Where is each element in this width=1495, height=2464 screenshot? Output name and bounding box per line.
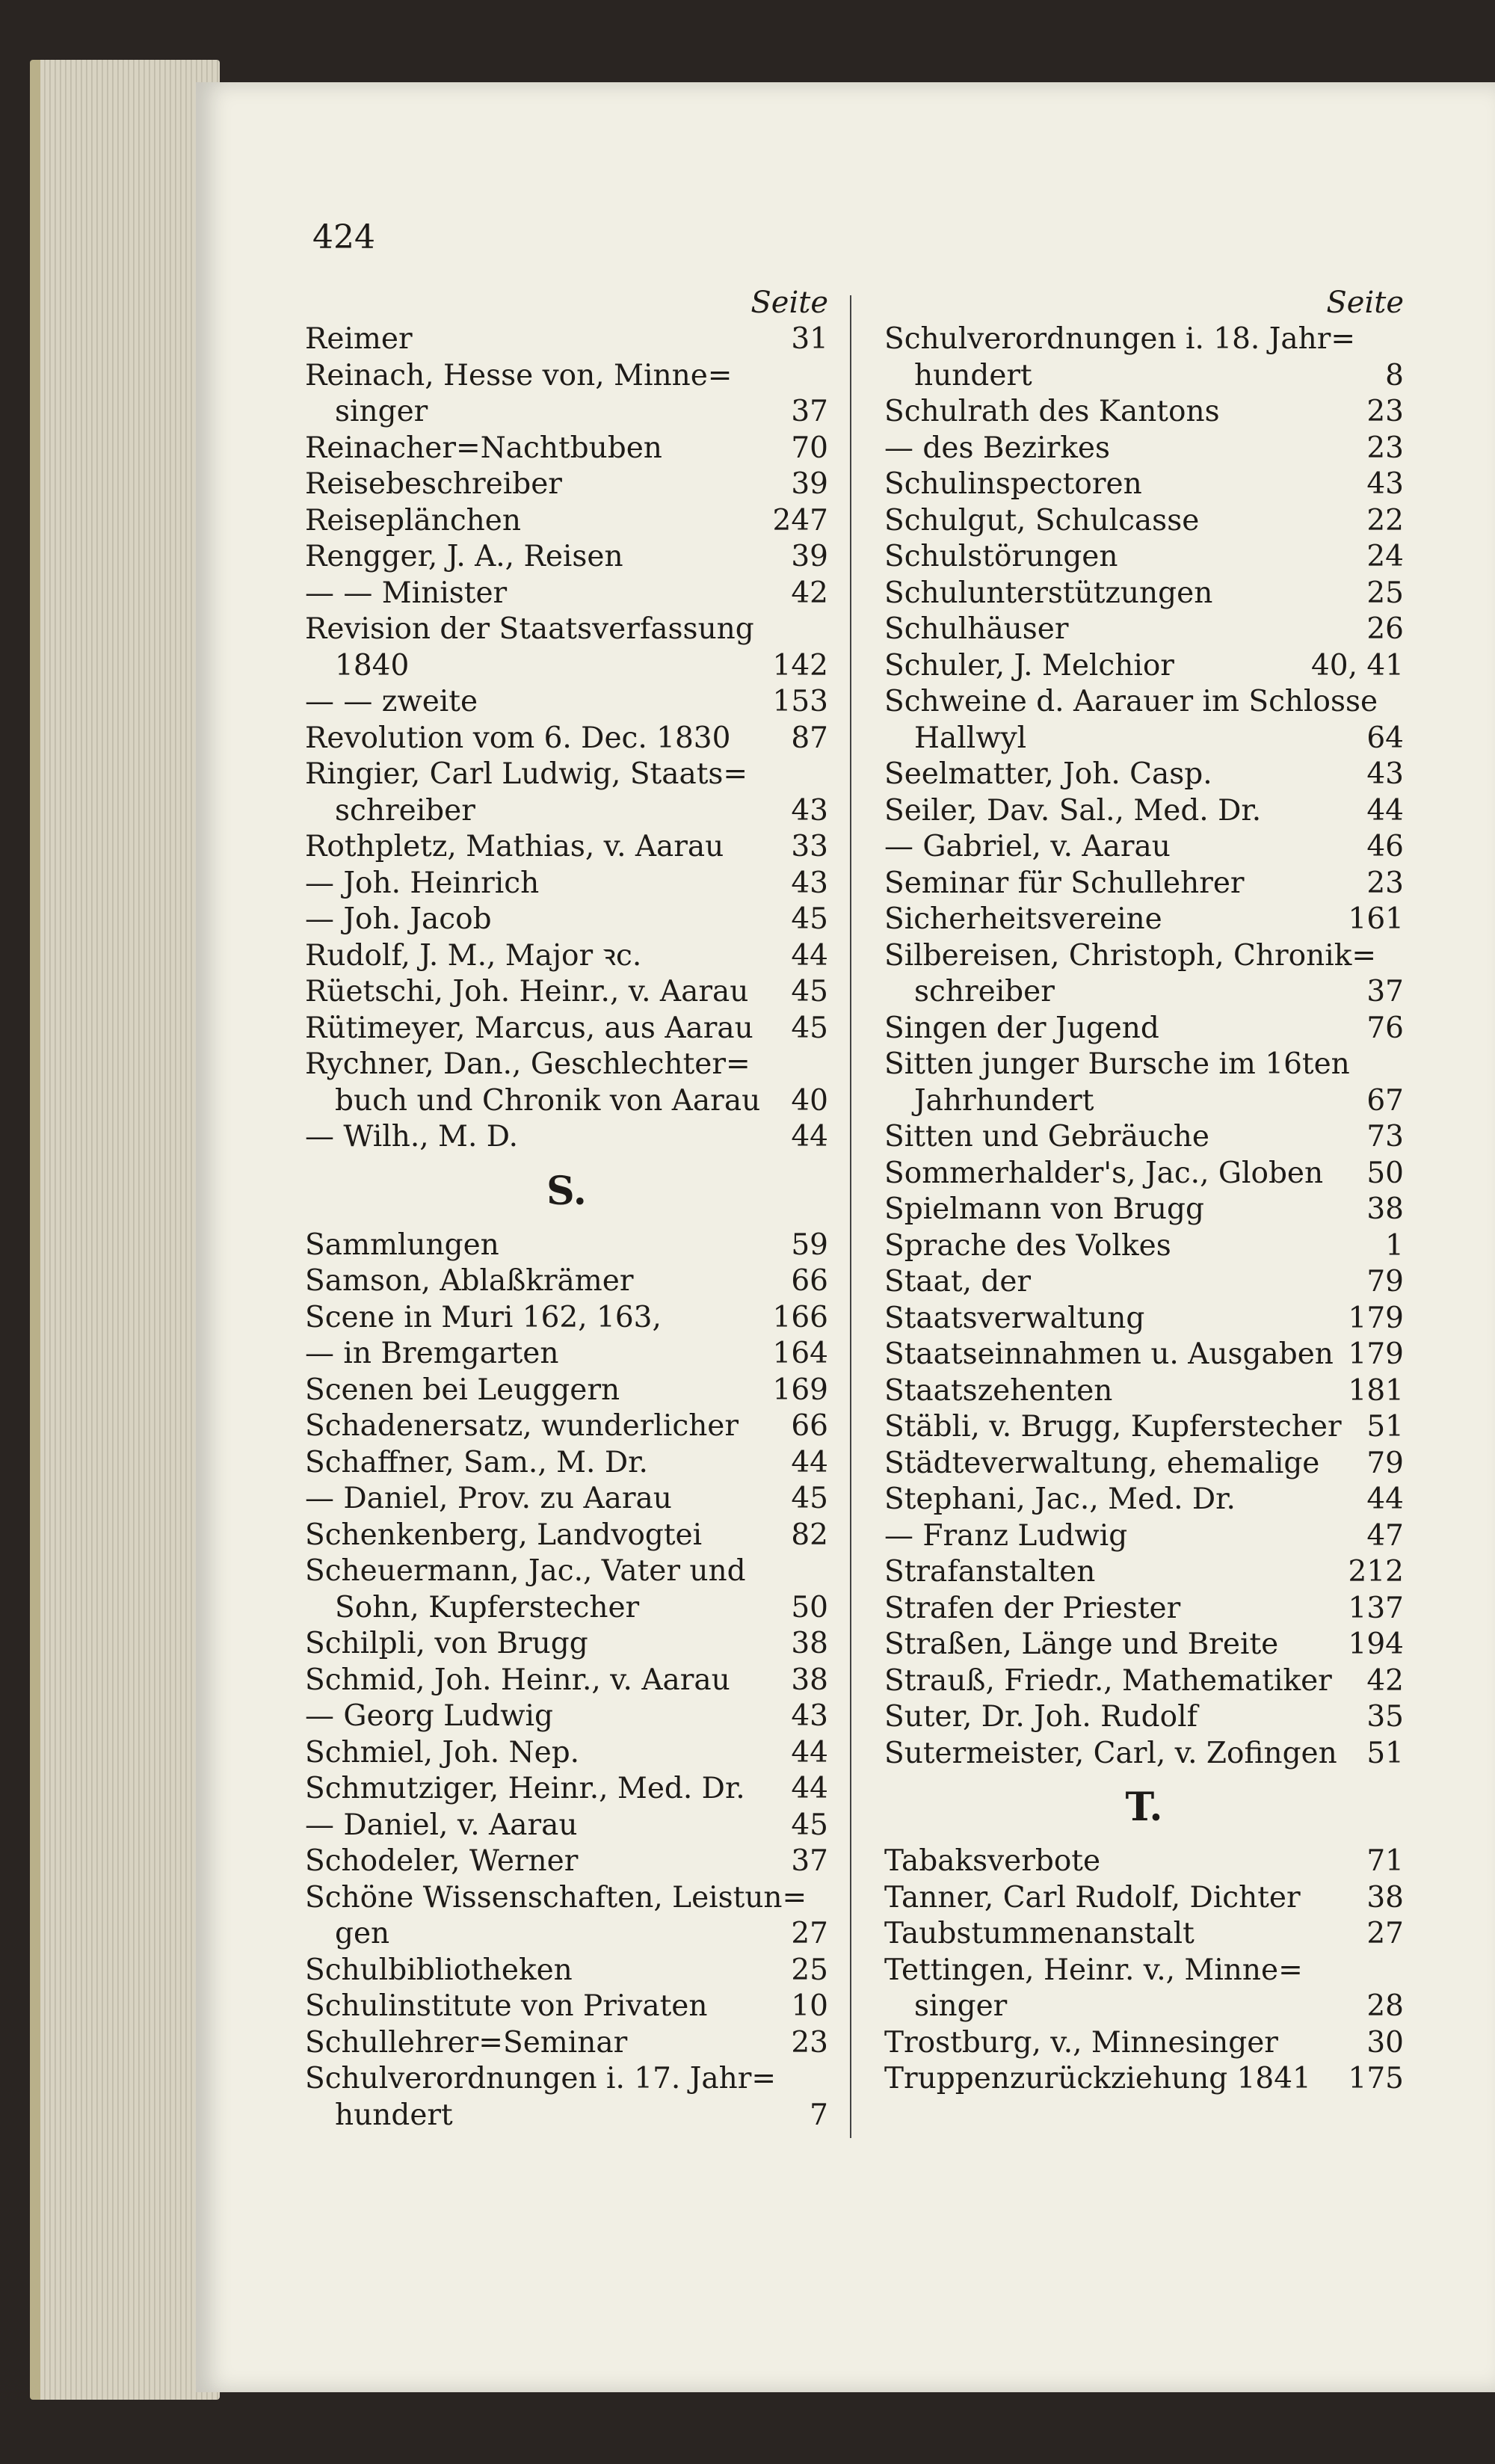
entry-page-ref bbox=[819, 757, 828, 793]
entry-page-ref: 45 bbox=[791, 1808, 828, 1842]
column-header-seite: Seite bbox=[1326, 286, 1404, 320]
entry-page-ref: 43 bbox=[1366, 757, 1404, 791]
index-entry bbox=[305, 1047, 828, 1083]
entry-page-ref: 44 bbox=[791, 1772, 828, 1805]
entry-text: Singen der Jugend bbox=[884, 1011, 1159, 1045]
entry-page-ref: 50 bbox=[1366, 1156, 1404, 1190]
index-entry bbox=[884, 829, 1404, 866]
entry-text: Tettingen, Heinr. v., Minne= bbox=[884, 1953, 1303, 1987]
entry-text: Schulverordnungen i. 17. Jahr= bbox=[305, 2062, 777, 2095]
entry-text: Truppenzurückziehung 1841 bbox=[884, 2062, 1311, 2095]
entry-text: Schulunterstützungen bbox=[884, 576, 1213, 610]
entry-page-ref: 27 bbox=[1366, 1917, 1404, 1950]
index-entry bbox=[884, 1736, 1404, 1772]
entry-text: Schmutziger, Heinr., Med. Dr. bbox=[305, 1772, 745, 1805]
index-entry bbox=[884, 321, 1404, 358]
entry-text: Schodeler, Werner bbox=[305, 1844, 579, 1878]
index-entry bbox=[305, 684, 828, 721]
entry-text: Sicherheitsvereine bbox=[884, 902, 1162, 936]
index-entry bbox=[305, 1953, 828, 1989]
entry-page-ref: 37 bbox=[791, 395, 828, 428]
entry-page-ref: 40, 41 bbox=[1310, 648, 1404, 683]
section-letter-heading: S. bbox=[546, 1168, 587, 1214]
entry-text: Strafen der Priester bbox=[884, 1591, 1181, 1625]
entry-page-ref: 142 bbox=[772, 648, 828, 683]
index-entry bbox=[884, 1119, 1404, 1156]
entry-page-ref: 25 bbox=[791, 1953, 828, 1987]
entry-page-ref: 31 bbox=[791, 322, 828, 356]
entry-page-ref: 247 bbox=[772, 503, 828, 538]
entry-page-ref: 51 bbox=[1366, 1410, 1404, 1444]
index-entry bbox=[305, 829, 828, 866]
entry-page-ref: 71 bbox=[1366, 1844, 1404, 1878]
entry-page-ref: 25 bbox=[1366, 576, 1404, 610]
entry-text: — Wilh., M. D. bbox=[305, 1120, 519, 1154]
entry-text: — in Bremgarten bbox=[305, 1337, 559, 1370]
index-entry bbox=[884, 394, 1404, 431]
entry-text: Strauß, Friedr., Mathematiker bbox=[884, 1663, 1332, 1698]
entry-page-ref: 28 bbox=[1366, 1989, 1404, 2023]
entry-page-ref: 67 bbox=[1366, 1083, 1404, 1118]
entry-text: Scheuermann, Jac., Vater und bbox=[305, 1554, 746, 1588]
index-entry bbox=[305, 1336, 828, 1373]
book-page-edges bbox=[30, 60, 220, 2400]
index-entry bbox=[884, 1880, 1404, 1917]
entry-text: Ringier, Carl Ludwig, Staats= bbox=[305, 757, 748, 791]
index-entry bbox=[884, 431, 1404, 467]
entry-text: Schmiel, Joh. Nep. bbox=[305, 1735, 580, 1770]
entry-text: Schulrath des Kantons bbox=[884, 395, 1220, 428]
index-entry bbox=[305, 503, 828, 540]
index-entry bbox=[305, 1263, 828, 1300]
entry-page-ref: 179 bbox=[1348, 1301, 1404, 1335]
entry-text: — Daniel, v. Aarau bbox=[305, 1808, 578, 1842]
entry-page-ref: 38 bbox=[791, 1627, 828, 1660]
entry-text: Schenkenberg, Landvogtei bbox=[305, 1518, 703, 1552]
entry-page-ref: 1 bbox=[1385, 1228, 1404, 1263]
index-entry bbox=[305, 1228, 828, 1264]
entry-text: Schöne Wissenschaften, Leistun= bbox=[305, 1880, 807, 1915]
entry-page-ref: 26 bbox=[1366, 612, 1404, 646]
entry-text: Schilpli, von Brugg bbox=[305, 1627, 588, 1660]
index-entry bbox=[305, 938, 828, 975]
page-number: 424 bbox=[312, 218, 375, 256]
entry-text: Schulverordnungen i. 18. Jahr= bbox=[884, 322, 1356, 356]
entry-page-ref: 44 bbox=[791, 1120, 828, 1154]
entry-page-ref: 22 bbox=[1366, 503, 1404, 538]
entry-text: singer bbox=[335, 395, 428, 428]
entry-text: — Franz Ludwig bbox=[884, 1518, 1128, 1553]
entry-page-ref: 42 bbox=[791, 576, 828, 610]
column-divider bbox=[850, 295, 851, 2138]
entry-text: Schulinstitute von Privaten bbox=[305, 1989, 708, 2023]
entry-text: Sitten und Gebräuche bbox=[884, 1120, 1209, 1154]
entry-text: Taubstummenanstalt bbox=[884, 1917, 1195, 1950]
section-letter-heading: T. bbox=[1125, 1784, 1163, 1830]
index-entry bbox=[305, 1989, 828, 2025]
entry-page-ref: 70 bbox=[791, 431, 828, 465]
entry-text: Sammlungen bbox=[305, 1228, 499, 1262]
entry-text: Tanner, Carl Rudolf, Dichter bbox=[884, 1880, 1301, 1915]
entry-page-ref: 27 bbox=[791, 1917, 828, 1950]
index-entry bbox=[305, 1445, 828, 1482]
index-entry-continuation bbox=[305, 1083, 828, 1120]
entry-text: Seiler, Dav. Sal., Med. Dr. bbox=[884, 793, 1262, 828]
entry-text: Jahrhundert bbox=[914, 1083, 1094, 1118]
index-entry bbox=[884, 466, 1404, 503]
index-entry bbox=[884, 1301, 1404, 1337]
index-entry bbox=[884, 1011, 1404, 1047]
entry-text: Schulgut, Schulcasse bbox=[884, 503, 1200, 538]
index-entry bbox=[305, 1626, 828, 1663]
index-entry bbox=[884, 1482, 1404, 1518]
index-entry bbox=[884, 1627, 1404, 1663]
index-entry bbox=[884, 648, 1404, 685]
index-column-left bbox=[305, 284, 828, 2134]
index-entry-continuation bbox=[305, 648, 828, 685]
entry-page-ref: 38 bbox=[1366, 1880, 1404, 1915]
entry-text: Revision der Staatsverfassung bbox=[305, 612, 754, 646]
entry-page-ref: 46 bbox=[1366, 830, 1404, 863]
entry-page-ref: 175 bbox=[1348, 2062, 1404, 2095]
entry-text: Städteverwaltung, ehemalige bbox=[884, 1446, 1320, 1480]
entry-text: Scenen bei Leuggern bbox=[305, 1373, 620, 1407]
entry-text: — — Minister bbox=[305, 576, 508, 610]
index-entry bbox=[884, 866, 1404, 902]
entry-text: Silbereisen, Christoph, Chronik= bbox=[884, 938, 1377, 973]
index-entry-continuation bbox=[305, 1916, 828, 1953]
entry-page-ref: 73 bbox=[1366, 1120, 1404, 1154]
entry-text: Revolution vom 6. Dec. 1830 bbox=[305, 721, 731, 755]
entry-text: Rothpletz, Mathias, v. Aarau bbox=[305, 830, 724, 863]
index-entry bbox=[305, 358, 828, 395]
index-entry bbox=[884, 902, 1404, 938]
entry-page-ref bbox=[819, 2061, 828, 2098]
entry-page-ref: 43 bbox=[1366, 467, 1404, 501]
index-entry bbox=[884, 1844, 1404, 1880]
entry-text: Schulstörungen bbox=[884, 540, 1118, 573]
entry-page-ref: 38 bbox=[791, 1663, 828, 1697]
entry-page-ref: 153 bbox=[772, 685, 828, 718]
entry-text: Schulbibliotheken bbox=[305, 1953, 573, 1987]
index-entry bbox=[884, 2025, 1404, 2062]
index-entry-continuation bbox=[305, 394, 828, 431]
entry-page-ref: 161 bbox=[1348, 902, 1404, 936]
entry-page-ref bbox=[819, 612, 828, 648]
entry-page-ref: 44 bbox=[791, 1735, 828, 1770]
entry-text: — Daniel, Prov. zu Aarau bbox=[305, 1482, 672, 1515]
entry-text: Staatszehenten bbox=[884, 1373, 1113, 1408]
index-entry bbox=[884, 793, 1404, 830]
entry-page-ref: 39 bbox=[791, 540, 828, 573]
entry-page-ref: 43 bbox=[791, 793, 828, 828]
entry-text: Sohn, Kupferstecher bbox=[335, 1590, 640, 1624]
entry-page-ref: 181 bbox=[1348, 1373, 1404, 1408]
entry-text: Schullehrer=Seminar bbox=[305, 2025, 628, 2060]
entry-text: Rudolf, J. M., Major ꝛc. bbox=[305, 938, 642, 973]
index-entry bbox=[305, 974, 828, 1011]
index-entry bbox=[884, 1337, 1404, 1373]
entry-text: gen bbox=[335, 1917, 390, 1950]
entry-page-ref bbox=[1395, 684, 1404, 721]
entry-page-ref: 24 bbox=[1366, 540, 1404, 573]
entry-page-ref bbox=[819, 358, 828, 395]
index-entry bbox=[305, 1735, 828, 1772]
index-entry bbox=[884, 1446, 1404, 1482]
entry-page-ref: 66 bbox=[791, 1409, 828, 1443]
entry-text: Samson, Ablaßkrämer bbox=[305, 1264, 634, 1298]
entry-page-ref: 45 bbox=[791, 1011, 828, 1045]
index-entry bbox=[305, 2025, 828, 2062]
index-entry-continuation bbox=[884, 721, 1404, 757]
index-entry bbox=[884, 1554, 1404, 1591]
entry-page-ref: 8 bbox=[1385, 358, 1404, 392]
index-entry bbox=[305, 757, 828, 793]
index-entry bbox=[884, 1518, 1404, 1555]
entry-text: Sommerhalder's, Jac., Globen bbox=[884, 1156, 1324, 1190]
index-entry-continuation bbox=[884, 974, 1404, 1011]
entry-text: — Gabriel, v. Aarau bbox=[884, 830, 1171, 863]
entry-text: Seelmatter, Joh. Casp. bbox=[884, 757, 1212, 791]
entry-text: Reinacher=Nachtbuben bbox=[305, 431, 662, 465]
entry-text: Reimer bbox=[305, 322, 413, 356]
index-entry bbox=[305, 576, 828, 612]
index-entry bbox=[305, 1808, 828, 1844]
entry-page-ref: 37 bbox=[791, 1844, 828, 1878]
entry-page-ref: 44 bbox=[791, 1445, 828, 1479]
index-entry bbox=[884, 757, 1404, 793]
entry-text: Schadenersatz, wunderlicher bbox=[305, 1409, 739, 1443]
index-entry-continuation bbox=[305, 1590, 828, 1627]
entry-text: Stäbli, v. Brugg, Kupferstecher bbox=[884, 1410, 1342, 1444]
index-entry bbox=[884, 1047, 1404, 1083]
index-entry bbox=[305, 1119, 828, 1156]
entry-text: — — zweite bbox=[305, 685, 478, 718]
entry-page-ref bbox=[1395, 1047, 1404, 1083]
entry-text: Spielmann von Brugg bbox=[884, 1192, 1204, 1226]
index-entry bbox=[884, 612, 1404, 648]
entry-page-ref: 59 bbox=[791, 1228, 828, 1262]
index-entry bbox=[884, 1192, 1404, 1228]
index-entry bbox=[884, 1156, 1404, 1192]
entry-page-ref: 137 bbox=[1348, 1591, 1404, 1625]
column-header-seite: Seite bbox=[750, 286, 828, 320]
index-entry bbox=[305, 1553, 828, 1590]
entry-text: Schuler, J. Melchior bbox=[884, 648, 1174, 683]
entry-page-ref: 66 bbox=[791, 1264, 828, 1298]
entry-page-ref: 76 bbox=[1366, 1011, 1404, 1045]
index-entry bbox=[884, 1953, 1404, 1989]
entry-text: Staatseinnahmen u. Ausgaben bbox=[884, 1337, 1334, 1371]
index-column-right bbox=[884, 284, 1404, 2098]
entry-page-ref: 79 bbox=[1366, 1265, 1404, 1299]
entry-page-ref: 47 bbox=[1366, 1518, 1404, 1553]
entry-text: Strafanstalten bbox=[884, 1555, 1096, 1589]
entry-text: — des Bezirkes bbox=[884, 431, 1110, 465]
index-entry bbox=[305, 2061, 828, 2098]
entry-text: Staatsverwaltung bbox=[884, 1301, 1145, 1335]
entry-text: — Georg Ludwig bbox=[305, 1699, 553, 1733]
entry-text: schreiber bbox=[914, 975, 1055, 1008]
entry-page-ref: 7 bbox=[810, 2098, 828, 2132]
entry-page-ref: 40 bbox=[791, 1083, 828, 1118]
index-entry bbox=[884, 1663, 1404, 1700]
index-entry bbox=[305, 431, 828, 467]
entry-text: hundert bbox=[335, 2098, 453, 2132]
index-entry bbox=[884, 1699, 1404, 1736]
entry-text: Tabaksverbote bbox=[884, 1844, 1101, 1878]
entry-page-ref: 23 bbox=[1366, 866, 1404, 900]
index-entry bbox=[884, 1264, 1404, 1301]
index-entry bbox=[305, 1011, 828, 1047]
entry-text: — Joh. Heinrich bbox=[305, 866, 540, 900]
entry-page-ref: 39 bbox=[791, 467, 828, 501]
index-entry bbox=[305, 1844, 828, 1880]
entry-page-ref: 30 bbox=[1366, 2025, 1404, 2060]
index-entry-continuation bbox=[884, 358, 1404, 395]
entry-page-ref: 179 bbox=[1348, 1337, 1404, 1371]
entry-page-ref: 50 bbox=[791, 1590, 828, 1624]
entry-text: singer bbox=[914, 1989, 1008, 2023]
index-entry bbox=[305, 1481, 828, 1518]
entry-text: Sitten junger Bursche im 16ten bbox=[884, 1047, 1350, 1081]
entry-page-ref: 23 bbox=[1366, 431, 1404, 465]
entry-text: Reiseplänchen bbox=[305, 503, 521, 538]
index-entry bbox=[305, 1663, 828, 1699]
index-entry bbox=[884, 539, 1404, 576]
entry-text: Rychner, Dan., Geschlechter= bbox=[305, 1047, 750, 1081]
entry-page-ref bbox=[1395, 938, 1404, 975]
index-entry bbox=[305, 539, 828, 576]
index-entry-continuation bbox=[884, 1989, 1404, 2025]
entry-text: Schmid, Joh. Heinr., v. Aarau bbox=[305, 1663, 730, 1697]
entry-page-ref: 33 bbox=[791, 830, 828, 863]
entry-page-ref bbox=[819, 1880, 828, 1917]
entry-page-ref: 38 bbox=[1366, 1192, 1404, 1226]
index-entry bbox=[884, 2061, 1404, 2098]
index-entry bbox=[884, 503, 1404, 540]
entry-page-ref: 64 bbox=[1366, 721, 1404, 755]
index-entry bbox=[305, 721, 828, 757]
entry-text: Schweine d. Aarauer im Schlosse bbox=[884, 685, 1378, 718]
entry-page-ref: 10 bbox=[791, 1989, 828, 2023]
entry-page-ref: 45 bbox=[791, 975, 828, 1008]
entry-text: Trostburg, v., Minnesinger bbox=[884, 2025, 1278, 2060]
entry-text: Staat, der bbox=[884, 1265, 1032, 1299]
entry-text: Reinach, Hesse von, Minne= bbox=[305, 358, 733, 392]
index-entry bbox=[884, 1409, 1404, 1446]
entry-page-ref: 23 bbox=[791, 2025, 828, 2060]
index-entry bbox=[305, 612, 828, 648]
index-entry bbox=[305, 321, 828, 358]
entry-page-ref: 44 bbox=[791, 938, 828, 973]
entry-page-ref: 87 bbox=[791, 721, 828, 755]
index-entry bbox=[305, 1880, 828, 1917]
entry-text: Hallwyl bbox=[914, 721, 1027, 755]
entry-page-ref: 42 bbox=[1366, 1663, 1404, 1698]
entry-text: Schaffner, Sam., M. Dr. bbox=[305, 1445, 648, 1479]
entry-page-ref: 43 bbox=[791, 866, 828, 900]
entry-text: Scene in Muri 162, 163, bbox=[305, 1300, 662, 1334]
entry-text: Sprache des Volkes bbox=[884, 1228, 1171, 1263]
entry-page-ref: 166 bbox=[772, 1300, 828, 1334]
index-entry bbox=[884, 1916, 1404, 1953]
index-entry bbox=[305, 1408, 828, 1445]
entry-text: Rengger, J. A., Reisen bbox=[305, 540, 623, 573]
entry-text: Reisebeschreiber bbox=[305, 467, 562, 501]
entry-text: Schulinspectoren bbox=[884, 467, 1142, 501]
entry-page-ref: 194 bbox=[1348, 1627, 1404, 1661]
entry-text: — Joh. Jacob bbox=[305, 902, 492, 936]
entry-page-ref: 35 bbox=[1366, 1700, 1404, 1734]
index-entry bbox=[884, 938, 1404, 975]
entry-page-ref: 164 bbox=[772, 1337, 828, 1370]
index-entry bbox=[884, 576, 1404, 612]
index-entry bbox=[305, 1518, 828, 1554]
index-entry bbox=[305, 902, 828, 938]
entry-text: Rüetschi, Joh. Heinr., v. Aarau bbox=[305, 975, 749, 1008]
index-entry bbox=[884, 1373, 1404, 1410]
index-entry bbox=[884, 1228, 1404, 1265]
entry-text: Stephani, Jac., Med. Dr. bbox=[884, 1482, 1236, 1516]
entry-text: schreiber bbox=[335, 793, 475, 828]
entry-text: Schulhäuser bbox=[884, 612, 1069, 646]
entry-page-ref bbox=[1395, 1953, 1404, 1989]
entry-page-ref: 37 bbox=[1366, 975, 1404, 1008]
entry-page-ref: 23 bbox=[1366, 395, 1404, 428]
index-entry bbox=[305, 1373, 828, 1409]
index-entry-continuation bbox=[305, 793, 828, 830]
index-entry bbox=[305, 466, 828, 503]
index-entry-continuation bbox=[884, 1083, 1404, 1120]
entry-text: Sutermeister, Carl, v. Zofingen bbox=[884, 1736, 1337, 1770]
index-entry bbox=[884, 684, 1404, 721]
entry-page-ref: 212 bbox=[1348, 1555, 1404, 1589]
index-entry-continuation bbox=[305, 2098, 828, 2134]
index-entry bbox=[305, 866, 828, 902]
entry-page-ref: 43 bbox=[791, 1699, 828, 1733]
index-entry bbox=[884, 1591, 1404, 1627]
index-entry bbox=[305, 1771, 828, 1808]
entry-text: Seminar für Schullehrer bbox=[884, 866, 1245, 900]
entry-page-ref bbox=[819, 1553, 828, 1590]
entry-page-ref: 44 bbox=[1366, 793, 1404, 828]
entry-text: Rütimeyer, Marcus, aus Aarau bbox=[305, 1011, 753, 1045]
entry-page-ref: 45 bbox=[791, 1482, 828, 1515]
entry-page-ref bbox=[819, 1047, 828, 1083]
entry-text: hundert bbox=[914, 358, 1032, 392]
index-entry bbox=[305, 1698, 828, 1735]
entry-page-ref: 169 bbox=[772, 1373, 828, 1407]
entry-text: Straßen, Länge und Breite bbox=[884, 1627, 1279, 1661]
entry-page-ref: 45 bbox=[791, 902, 828, 936]
entry-page-ref: 51 bbox=[1366, 1736, 1404, 1770]
index-entry bbox=[305, 1300, 828, 1337]
entry-text: buch und Chronik von Aarau bbox=[335, 1083, 761, 1118]
entry-page-ref: 82 bbox=[791, 1518, 828, 1552]
entry-page-ref: 44 bbox=[1366, 1482, 1404, 1516]
entry-page-ref: 79 bbox=[1366, 1446, 1404, 1480]
entry-page-ref bbox=[1395, 321, 1404, 358]
entry-text: Suter, Dr. Joh. Rudolf bbox=[884, 1700, 1198, 1734]
entry-text: 1840 bbox=[335, 648, 410, 683]
